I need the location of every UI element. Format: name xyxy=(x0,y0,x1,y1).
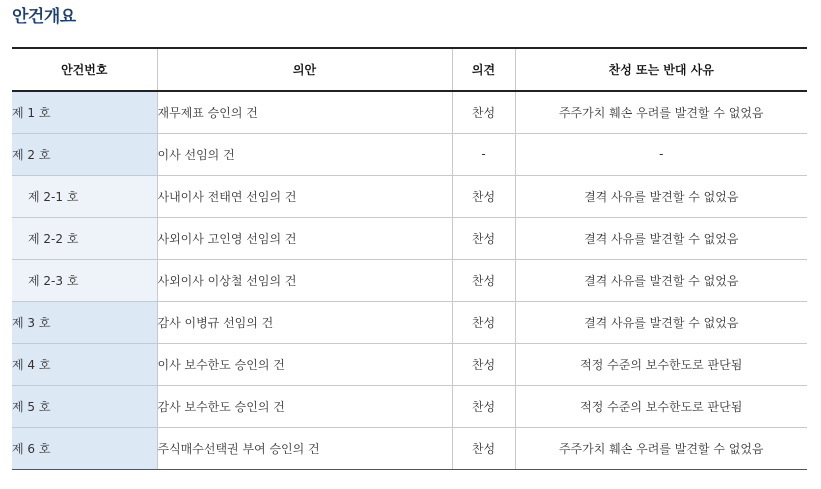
agenda-vote: 찬성 xyxy=(452,343,515,385)
table-row xyxy=(12,133,807,175)
table-row xyxy=(12,427,807,469)
agenda-vote: 찬성 xyxy=(452,259,515,301)
header-vote: 의견 xyxy=(452,48,515,91)
agenda-vote: 찬성 xyxy=(452,385,515,427)
agenda-title: 감사 이병규 선임의 건 xyxy=(157,301,452,343)
agenda-title: 사외이사 고인영 선임의 건 xyxy=(157,217,452,259)
agenda-title: 주식매수선택권 부여 승인의 건 xyxy=(157,427,452,469)
agenda-reason: - xyxy=(515,133,807,175)
agenda-vote: 찬성 xyxy=(452,301,515,343)
table-row xyxy=(12,91,807,133)
agenda-number: 제 2-2 호 xyxy=(12,217,157,259)
agenda-reason: 주주가치 훼손 우려를 발견할 수 없었음 xyxy=(515,427,807,469)
agenda-vote: - xyxy=(452,133,515,175)
agenda-title: 사내이사 전태연 선임의 건 xyxy=(157,175,452,217)
table-header-row xyxy=(12,48,807,91)
agenda-reason: 적정 수준의 보수한도로 판단됨 xyxy=(515,343,807,385)
table-row xyxy=(12,385,807,427)
agenda-table xyxy=(12,47,807,470)
agenda-reason: 주주가치 훼손 우려를 발견할 수 없었음 xyxy=(515,91,807,133)
table-row xyxy=(12,343,807,385)
agenda-reason: 결격 사유를 발견할 수 없었음 xyxy=(515,301,807,343)
agenda-vote: 찬성 xyxy=(452,175,515,217)
page-title: 안건개요 xyxy=(12,7,76,27)
agenda-number: 제 5 호 xyxy=(12,385,157,427)
agenda-vote: 찬성 xyxy=(452,427,515,469)
header-agenda-number: 안건번호 xyxy=(12,48,157,91)
agenda-number: 제 2 호 xyxy=(12,133,157,175)
agenda-number: 제 3 호 xyxy=(12,301,157,343)
agenda-number: 제 4 호 xyxy=(12,343,157,385)
agenda-reason: 결격 사유를 발견할 수 없었음 xyxy=(515,217,807,259)
table-row xyxy=(12,259,807,301)
agenda-title: 이사 보수한도 승인의 건 xyxy=(157,343,452,385)
agenda-number: 제 1 호 xyxy=(12,91,157,133)
agenda-reason: 결격 사유를 발견할 수 없었음 xyxy=(515,175,807,217)
table-row xyxy=(12,301,807,343)
agenda-vote: 찬성 xyxy=(452,217,515,259)
agenda-reason: 적정 수준의 보수한도로 판단됨 xyxy=(515,385,807,427)
agenda-number: 제 2-1 호 xyxy=(12,175,157,217)
table-row xyxy=(12,217,807,259)
agenda-reason: 결격 사유를 발견할 수 없었음 xyxy=(515,259,807,301)
agenda-number: 제 6 호 xyxy=(12,427,157,469)
agenda-title: 사외이사 이상철 선임의 건 xyxy=(157,259,452,301)
header-reason: 찬성 또는 반대 사유 xyxy=(515,48,807,91)
agenda-number: 제 2-3 호 xyxy=(12,259,157,301)
agenda-vote: 찬성 xyxy=(452,91,515,133)
agenda-title: 이사 선임의 건 xyxy=(157,133,452,175)
header-agenda-title: 의안 xyxy=(157,48,452,91)
agenda-title: 감사 보수한도 승인의 건 xyxy=(157,385,452,427)
table-row xyxy=(12,175,807,217)
agenda-title: 재무제표 승인의 건 xyxy=(157,91,452,133)
